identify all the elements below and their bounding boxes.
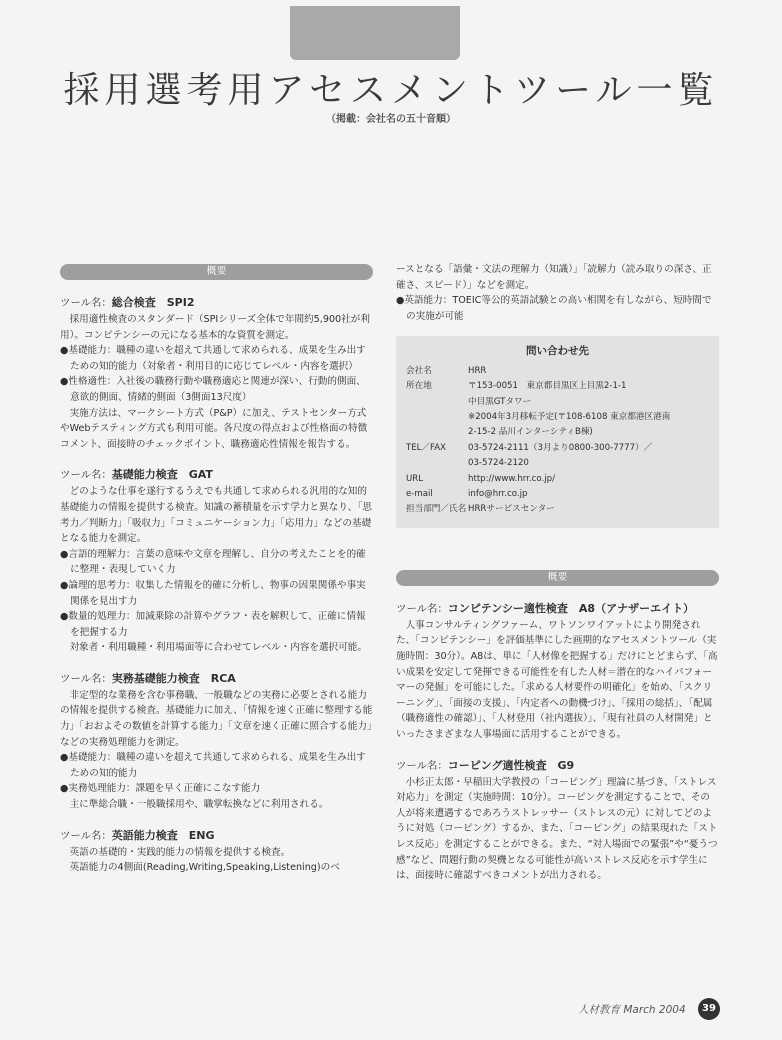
contact-value: [468, 441, 709, 472]
contact-line: 03-5724-2120: [468, 458, 529, 469]
tool-entry: [60, 670, 373, 813]
section-band: 概要: [60, 264, 373, 280]
contact-label: URL: [406, 473, 424, 484]
right-column: [396, 262, 719, 884]
contact-title: 問い合わせ先: [526, 345, 589, 358]
contact-line: info@hrr.co.jp: [468, 489, 528, 500]
contact-row: [406, 379, 709, 441]
tool-prefix: ツール名：: [60, 297, 112, 309]
contact-rows: [406, 364, 709, 518]
contact-label: 所在地: [406, 381, 432, 392]
paragraph: 対象者・利用職種・利用場面等に合わせてレベル・内容を選択可能。: [69, 642, 367, 654]
tool-name: コンピテンシー適性検査 A8（アナザーエイト）: [447, 601, 695, 615]
contact-line: 2-15-2 品川インターシティB棟): [468, 427, 593, 438]
tool-name: 実務基礎能力検査 RCA: [111, 671, 236, 685]
contact-line: 中目黒GTタワー: [468, 396, 532, 407]
magazine-footer: 人材教育 March 2004: [578, 1004, 686, 1016]
page-subnote: （掲載：会社名の五十音順）: [326, 114, 456, 125]
bullet-item: ●性格適性：入社後の職務行動や職務適応と関連が深い、行動的側面、意欲的側面、情緒的側面（3側面13尺度）: [60, 376, 366, 403]
left-column: [60, 264, 373, 876]
paragraph: ースとなる「語彙・文法の理解力（知識）」「読解力（読み取りの深さ、正確さ、スピード）」などを測定。: [396, 264, 712, 291]
contact-row: [406, 441, 709, 472]
paragraph: 小杉正太郎・早稲田大学教授の「コーピング」理論に基づき、「ストレス対応力」を測定（実施時間：10分）。コーピングを測定することで、その人が将来遭遇するであろうストレッサー（ストレスの元）に対してどのように対処（コーピング）するか、また、「コーピング」の結果現れた「ストレス反応」を測定することができる。また、“対人場面での緊張”や“憂うつ感”など、問題行動の契機となる可能性が高いストレス反応を示す学生には、面接時に確認すべきコメントが出力される。: [396, 776, 718, 882]
contact-row: [406, 502, 709, 517]
paragraph: 英語能力の4側面(Reading,Writing,Speaking,Listening)のベ: [69, 862, 340, 874]
paragraph: 主に準総合職・一般職採用や、職掌転換などに利用される。: [69, 799, 329, 811]
contact-label: e-mail: [406, 489, 433, 500]
contact-box: [396, 336, 719, 527]
contact-line: ※2004年3月移転予定(〒108-6108 東京都港区港南: [468, 412, 671, 422]
tool-heading: [60, 670, 373, 688]
tool-entry: [60, 827, 373, 876]
tool-name: コーピング適性検査 G9: [447, 758, 575, 772]
contact-label: 会社名: [406, 365, 432, 376]
bullet-item: ●言語的理解力：言葉の意味や文章を理解し、自分の考えたことを的確に整理・表現していく力: [60, 548, 366, 576]
contact-row: [406, 472, 709, 487]
continuation-text: [396, 262, 719, 324]
contact-label: TEL／FAX: [406, 442, 446, 453]
section-band: 概要: [396, 570, 719, 586]
tool-heading: [60, 827, 373, 845]
paragraph: 人事コンサルティングファーム、ワトソンワイアットにより開発された、「コンピテンシー」を評価基準にした画期的なアセスメントツール（実施時間：30分）。A8は、単に「人材像を把握する」だけにとどまらず、「高い成果を安定して発揮できる可能性を有した人材＝潜在的なハイパフォーマーの発掘」を可能にした。「求める人材要件の明確化」を始め、「スクリーニング」、「面接の支援」、「内定者への動機づけ」、「採用の総括」、「配属（職務適性の確認）」、「人材登用（社内選抜）」、「現有社員の人材開発」といったさまざまな人事場面に活用することができる。: [396, 619, 718, 740]
contact-line: http://www.hrr.co.jp/: [468, 473, 555, 484]
page-number: 39: [698, 998, 720, 1020]
tool-name: 基礎能力検査 GAT: [111, 468, 213, 482]
tool-name: 総合検査 SPI2: [111, 296, 195, 309]
contact-row: [406, 487, 709, 502]
paragraph: 実施方法は、マークシート方式（P&P）に加え、テストセンター方式やWebテスティング方式も利用可能。各尺度の得点および性格面の特徴コメント、面接時のチェックポイント、職務適応性情報を報告する。: [60, 407, 368, 450]
tool-entry: [396, 600, 719, 743]
contact-line: HRR: [468, 365, 487, 376]
right-tools: [396, 570, 719, 884]
tool-prefix: ツール名：: [60, 469, 112, 482]
tool-prefix: ツール名：: [60, 672, 112, 685]
contact-label: 担当部門／氏名: [406, 504, 467, 515]
tool-heading: [396, 757, 719, 775]
page-title: 採用選考用アセスメントツール一覧: [63, 70, 719, 111]
tool-entry: [60, 466, 373, 656]
contact-value: [468, 379, 709, 441]
tool-heading: [396, 600, 719, 618]
bullet-item: ●実務処理能力：課題を早く正確にこなす能力: [60, 783, 261, 795]
bullet-item: ●英語能力：TOEIC等公的英語試験との高い相関を有しながら、短時間での実施が可能: [396, 295, 712, 322]
contact-row: [406, 364, 709, 379]
contact-value: [468, 472, 709, 487]
tool-prefix: ツール名：: [396, 759, 448, 772]
contact-value: [468, 502, 709, 517]
contact-line: 03-5724-2111（3月より0800-300-7777）／: [468, 442, 653, 453]
paragraph: 英語の基礎的・実践的能力の情報を提供する検査。: [69, 846, 291, 858]
tool-entry: [396, 757, 719, 884]
contact-value: [468, 364, 709, 379]
paragraph: 採用適性検査のスタンダード（SPIシリーズ全体で年間約5,900社が利用）。コンピテンシーの元になる基本的な資質を測定。: [60, 314, 370, 341]
tool-heading: [60, 466, 373, 484]
paragraph: どのような仕事を遂行するうえでも共通して求められる汎用的な知的基礎能力の情報を提供する検査。知識の蓄積量を示す学力と異なり、「思考力／判断力」「吸収力」「コミュニケーション力」「応用力」などの基礎となる能力を測定。: [60, 486, 372, 545]
paragraph: 非定型的な業務を含む事務職、一般職などの実務に必要とされる能力の情報を提供する検査。基礎能力に加え、「情報を速く正確に整理する能力」「おおよその数値を計算する能力」「文章を速く正確に照合する能力」などの実務処理能力を測定。: [60, 689, 373, 748]
bullet-item: ●基礎能力：職種の違いを超えて共通して求められる、成果を生み出すための知的能力: [60, 752, 366, 779]
tool-entry: [60, 294, 373, 452]
tool-prefix: ツール名：: [396, 602, 448, 615]
tool-name: 英語能力検査 ENG: [111, 828, 215, 842]
contact-line: HRRサービスセンター: [468, 504, 555, 515]
tool-heading: [60, 294, 373, 312]
bullet-item: ●基礎能力：職種の違いを超えて共通して求められる、成果を生み出すための知的能力（対象者・利用目的に応じてレベル・内容を選択）: [60, 345, 366, 372]
bullet-item: ●数量的処理力：加減乗除の計算やグラフ・表を解釈して、正確に情報を把握する力: [60, 611, 366, 638]
contact-line: 〒153-0051 東京都目黒区上目黒2-1-1: [468, 381, 627, 392]
header-tab: [290, 6, 460, 60]
contact-value: [468, 487, 709, 502]
bullet-item: ●論理的思考力：収集した情報を的確に分析し、物事の因果関係や事実関係を見出す力: [60, 579, 366, 607]
tool-prefix: ツール名：: [60, 829, 112, 842]
